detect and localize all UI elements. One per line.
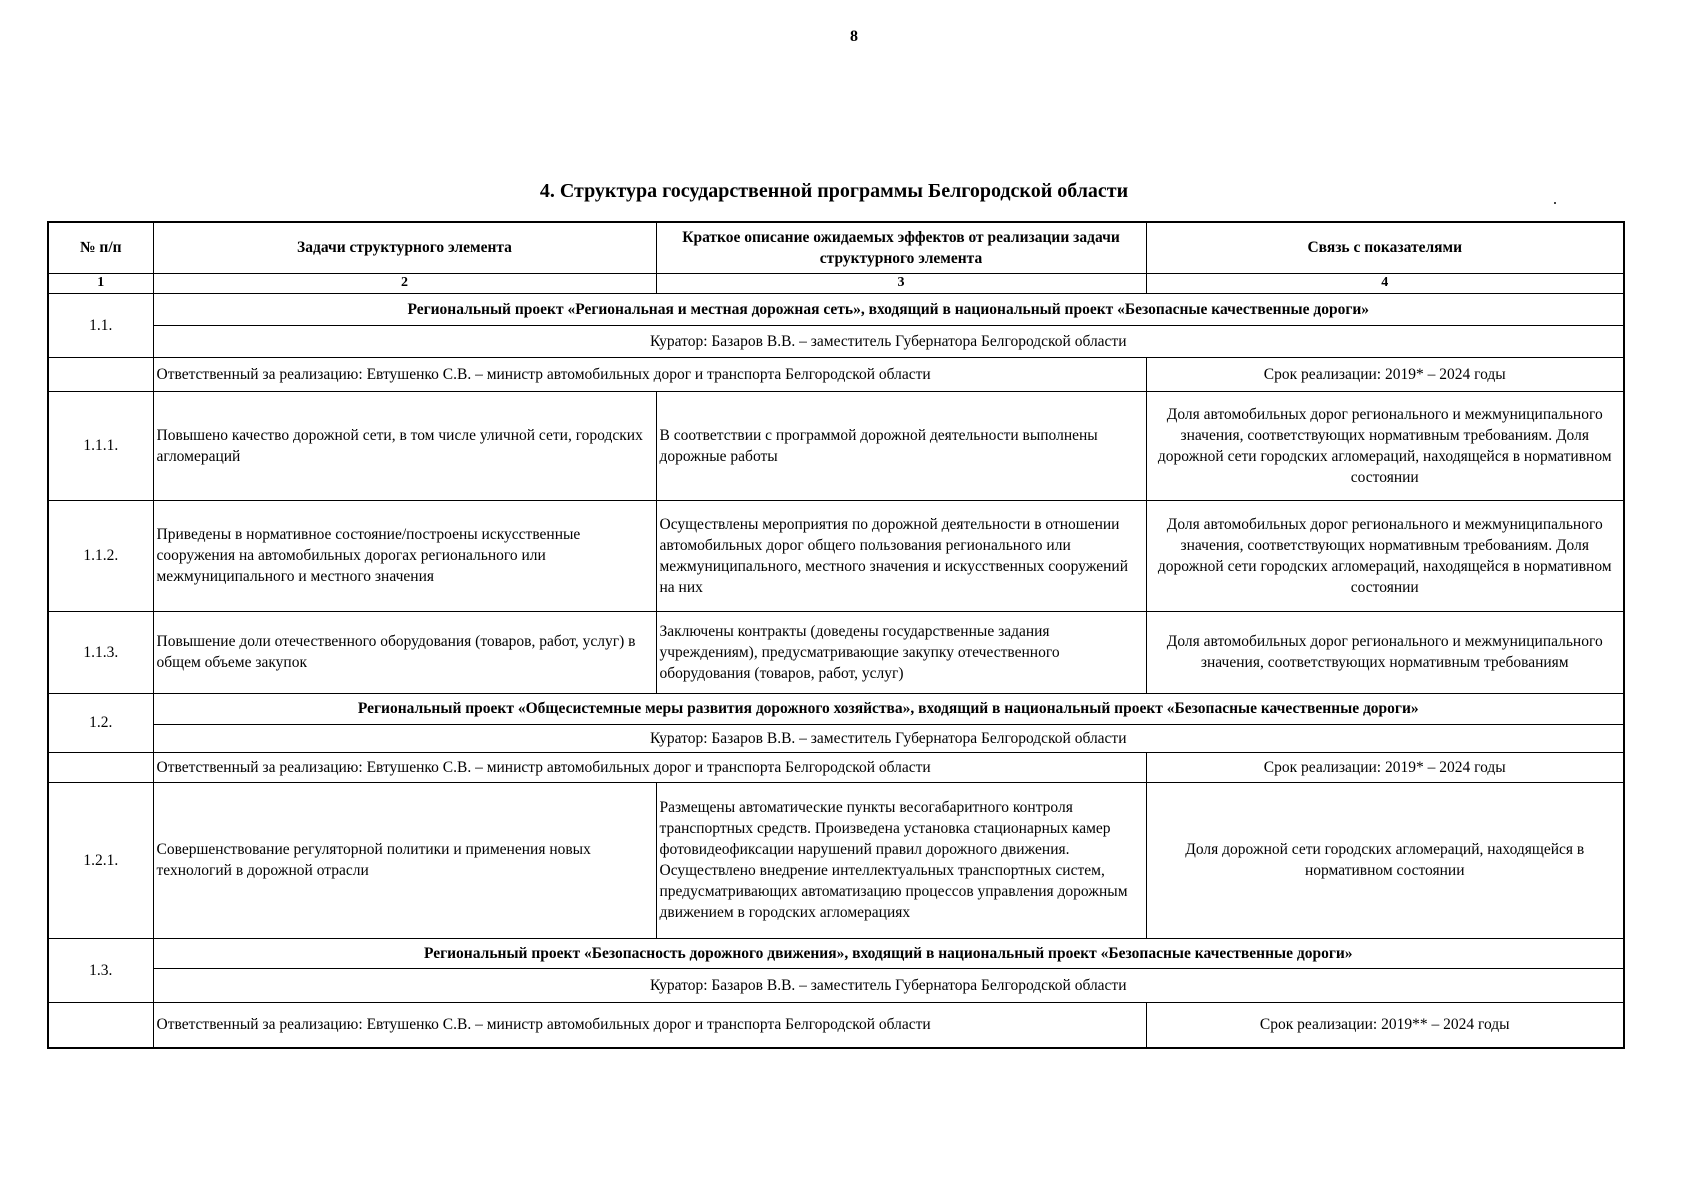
col-number: 2 [153,273,656,293]
empty-cell [48,1002,153,1048]
col-number: 1 [48,273,153,293]
task-row [48,500,1624,611]
section-num: 1.2. [48,693,153,752]
project-row [48,693,1624,724]
curator-row [48,724,1624,752]
task-text: Повышено качество дорожной сети, в том числе уличной сети, городских агломераций [153,391,656,500]
section-num: 1.1. [48,293,153,357]
scan-artifact [1554,202,1556,204]
indicator-text: Доля автомобильных дорог регионального и межмуниципального значения, соответствующих нормативным требованиям [1146,611,1624,693]
header-num: № п/п [48,222,153,273]
section-num: 1.3. [48,938,153,1002]
task-num: 1.1.3. [48,611,153,693]
responsible: Ответственный за реализацию: Евтушенко С.В. – министр автомобильных дорог и транспорта Белгородской области [153,1002,1146,1048]
term: Срок реализации: 2019* – 2024 годы [1146,357,1624,391]
task-text: Приведены в нормативное состояние/построены искусственные сооружения на автомобильных дорогах регионального или межмуниципального и местного значения [153,500,656,611]
program-structure-table [47,221,1625,1049]
term: Срок реализации: 2019** – 2024 годы [1146,1002,1624,1048]
task-num: 1.2.1. [48,782,153,938]
empty-cell [48,752,153,782]
header-indicators: Связь с показателями [1146,222,1624,273]
column-number-row [48,273,1624,293]
header-tasks: Задачи структурного элемента [153,222,656,273]
project-row [48,293,1624,325]
curator-row [48,325,1624,357]
term: Срок реализации: 2019* – 2024 годы [1146,752,1624,782]
project-title: Региональный проект «Общесистемные меры развития дорожного хозяйства», входящий в национальный проект «Безопасные качественные дороги» [153,693,1624,724]
task-num: 1.1.2. [48,500,153,611]
task-row [48,782,1624,938]
responsible: Ответственный за реализацию: Евтушенко С.В. – министр автомобильных дорог и транспорта Белгородской области [153,752,1146,782]
responsible-row [48,752,1624,782]
effect-text: В соответствии с программой дорожной деятельности выполнены дорожные работы [656,391,1146,500]
project-row [48,938,1624,968]
col-number: 4 [1146,273,1624,293]
responsible-row [48,357,1624,391]
curator: Куратор: Базаров В.В. – заместитель Губернатора Белгородской области [153,724,1624,752]
task-text: Совершенствование регуляторной политики и применения новых технологий в дорожной отрасли [153,782,656,938]
page-number: 8 [850,28,858,45]
task-row [48,391,1624,500]
effect-text: Осуществлены мероприятия по дорожной деятельности в отношении автомобильных дорог общего пользования регионального или межмуниципального, местного значения и искусственных сооружений на них [656,500,1146,611]
responsible: Ответственный за реализацию: Евтушенко С.В. – министр автомобильных дорог и транспорта Белгородской области [153,357,1146,391]
curator: Куратор: Базаров В.В. – заместитель Губернатора Белгородской области [153,968,1624,1002]
responsible-row [48,1002,1624,1048]
header-row [48,222,1624,273]
task-num: 1.1.1. [48,391,153,500]
task-row [48,611,1624,693]
effect-text: Размещены автоматические пункты весогабаритного контроля транспортных средств. Произведена установка стационарных камер фотовидеофиксации нарушений правил дорожного движения. Осуществлено внедрение интеллектуальных транспортных систем, предусматривающих автоматизацию процессов управления дорожным движением в городских агломерациях [656,782,1146,938]
curator-row [48,968,1624,1002]
task-text: Повышение доли отечественного оборудования (товаров, работ, услуг) в общем объеме закупок [153,611,656,693]
indicator-text: Доля автомобильных дорог регионального и межмуниципального значения, соответствующих нормативным требованиям. Доля дорожной сети городских агломераций, находящейся в нормативном состоянии [1146,391,1624,500]
col-number: 3 [656,273,1146,293]
project-title: Региональный проект «Безопасность дорожного движения», входящий в национальный проект «Безопасные качественные дороги» [153,938,1624,968]
empty-cell [48,357,153,391]
indicator-text: Доля дорожной сети городских агломераций, находящейся в нормативном состоянии [1146,782,1624,938]
header-effects: Краткое описание ожидаемых эффектов от реализации задачи структурного элемента [656,222,1146,273]
effect-text: Заключены контракты (доведены государственные задания учреждениям), предусматривающие закупку отечественного оборудования (товаров, работ, услуг) [656,611,1146,693]
curator: Куратор: Базаров В.В. – заместитель Губернатора Белгородской области [153,325,1624,357]
indicator-text: Доля автомобильных дорог регионального и межмуниципального значения, соответствующих нормативным требованиям. Доля дорожной сети городских агломераций, находящейся в нормативном состоянии [1146,500,1624,611]
project-title: Региональный проект «Региональная и местная дорожная сеть», входящий в национальный проект «Безопасные качественные дороги» [153,293,1624,325]
document-title: 4. Структура государственной программы Белгородской области [539,180,1129,202]
